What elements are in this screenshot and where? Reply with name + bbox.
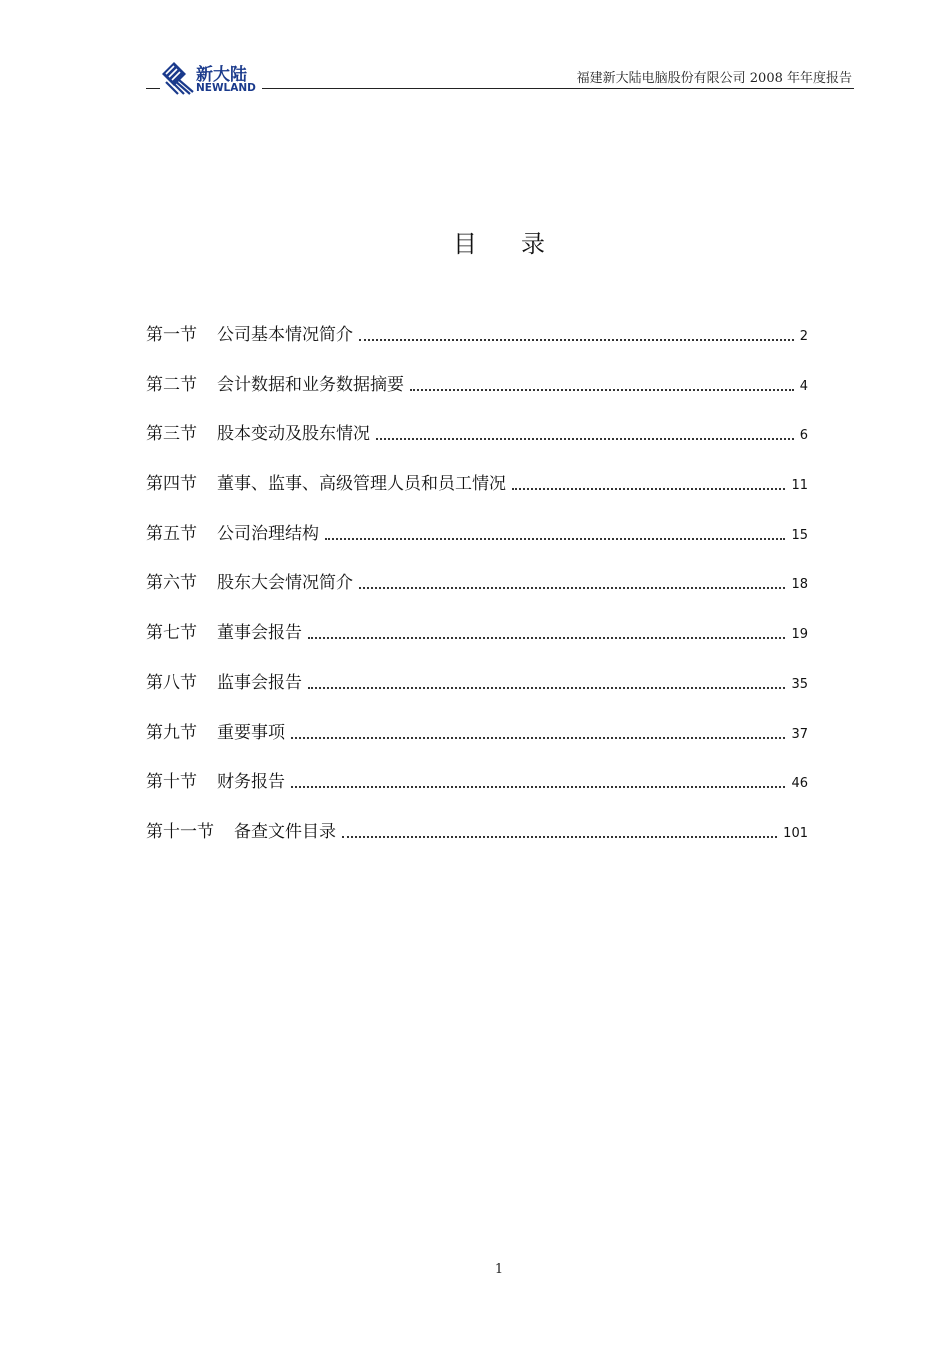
toc-page-number: 19 bbox=[791, 627, 808, 643]
toc-section-number: 第八节 bbox=[146, 672, 197, 693]
toc-section-number: 第二节 bbox=[146, 374, 197, 395]
toc-section-title: 监事会报告 bbox=[217, 672, 302, 693]
toc-section-title: 会计数据和业务数据摘要 bbox=[217, 374, 404, 395]
toc-heading-char-2: 录 bbox=[521, 230, 545, 258]
toc-page-number: 101 bbox=[783, 825, 808, 841]
toc-dot-leader bbox=[359, 322, 794, 341]
toc-dot-leader bbox=[291, 769, 785, 788]
toc-section-title: 重要事项 bbox=[217, 722, 285, 743]
toc-section-title: 备查文件目录 bbox=[234, 821, 336, 842]
toc-page-number: 37 bbox=[791, 726, 808, 742]
toc-section-title: 股本变动及股东情况 bbox=[217, 424, 370, 445]
toc-dot-leader bbox=[291, 720, 785, 739]
toc-dot-leader bbox=[512, 471, 785, 490]
toc-entry[interactable] bbox=[146, 372, 808, 422]
toc-section-number: 第九节 bbox=[146, 722, 197, 743]
toc-section-number: 第四节 bbox=[146, 474, 197, 495]
toc-dot-leader bbox=[308, 670, 785, 689]
toc-section-number: 第三节 bbox=[146, 424, 197, 445]
toc-entry[interactable] bbox=[146, 620, 808, 670]
toc-dot-leader bbox=[410, 372, 794, 391]
toc-entry[interactable] bbox=[146, 471, 808, 521]
toc-section-number: 第七节 bbox=[146, 623, 197, 644]
toc-entry[interactable] bbox=[146, 421, 808, 471]
toc-entry[interactable] bbox=[146, 670, 808, 720]
toc-page-number: 18 bbox=[791, 577, 808, 593]
toc-heading-char-1: 目 bbox=[453, 230, 477, 258]
toc-page-number: 15 bbox=[791, 527, 808, 543]
toc-section-title: 董事、监事、高级管理人员和员工情况 bbox=[217, 474, 506, 495]
toc-section-title: 董事会报告 bbox=[217, 623, 302, 644]
logo-chinese-text: 新大陆 bbox=[196, 65, 247, 85]
report-title: 福建新大陆电脑股份有限公司 2008 年年度报告 bbox=[576, 71, 852, 86]
toc-section-number: 第六节 bbox=[146, 573, 197, 594]
logo-english-text: NEWLAND bbox=[196, 82, 256, 94]
page-header bbox=[0, 0, 950, 100]
toc-page-number: 46 bbox=[791, 776, 808, 792]
toc-section-title: 财务报告 bbox=[217, 772, 285, 793]
toc-section-title: 公司治理结构 bbox=[217, 523, 319, 544]
toc-page-number: 4 bbox=[799, 378, 808, 394]
toc-section-number: 第十节 bbox=[146, 772, 197, 793]
page-number: 1 bbox=[494, 1262, 504, 1277]
toc-entry[interactable] bbox=[146, 570, 808, 620]
toc-entry[interactable] bbox=[146, 521, 808, 571]
toc-dot-leader bbox=[325, 521, 785, 540]
toc-page-number: 35 bbox=[791, 676, 808, 692]
table-of-contents bbox=[146, 322, 808, 869]
toc-page-number: 2 bbox=[799, 329, 808, 344]
toc-page-number: 11 bbox=[791, 478, 808, 494]
toc-dot-leader bbox=[342, 819, 777, 838]
newland-logo-icon bbox=[160, 60, 194, 96]
toc-dot-leader bbox=[308, 620, 785, 639]
toc-section-number: 第一节 bbox=[146, 325, 197, 345]
toc-section-number: 第十一节 bbox=[146, 821, 214, 842]
toc-dot-leader bbox=[376, 421, 794, 440]
toc-section-title: 公司基本情况简介 bbox=[217, 325, 353, 345]
newland-logo bbox=[160, 58, 262, 100]
toc-dot-leader bbox=[359, 570, 785, 589]
toc-section-title: 股东大会情况简介 bbox=[217, 573, 353, 594]
toc-heading bbox=[0, 224, 950, 259]
toc-section-number: 第五节 bbox=[146, 523, 197, 544]
toc-entry[interactable] bbox=[146, 322, 808, 372]
toc-entry[interactable] bbox=[146, 819, 808, 869]
toc-page-number: 6 bbox=[799, 428, 808, 444]
toc-entry[interactable] bbox=[146, 769, 808, 819]
toc-entry[interactable] bbox=[146, 720, 808, 770]
